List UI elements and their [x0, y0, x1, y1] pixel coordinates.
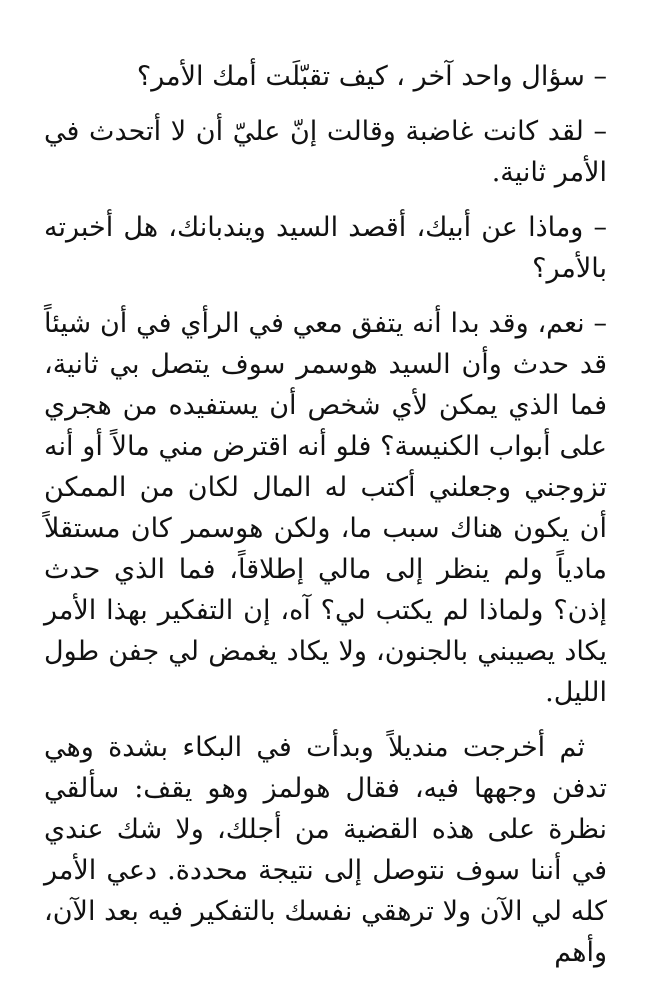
body-text	[44, 56, 607, 987]
dialogue-line-father-question: – وماذا عن أبيك، أقصد السيد ويندبانك، هل أخبرته بالأمر؟	[44, 212, 607, 284]
dialogue-line-long-answer: – نعم، وقد بدا أنه يتفق معي في الرأي في أن شيئاً قد حدث وأن السيد هوسمر سوف يتصل بي ثانية، فما الذي يمكن لأي شخص أن يستفيده من هجري على أبواب الكنيسة؟ فلو أنه اقترض مني مالاً أو أنه تزوجني وجعلني أكتب له المال لكان من الممكن أن يكون هناك سبب ما، ولكن هوسمر كان مستقلاً مادياً ولم ينظر إلى مالي إطلاقاً، فما الذي حدث إذن؟ ولماذا لم يكتب لي؟ آه، إن التفكير بهذا الأمر يكاد يصيبني بالجنون، ولا يكاد يغمض لي جفن طول الليل.	[44, 308, 607, 708]
narration-paragraph: ثم أخرجت منديلاً وبدأت في البكاء بشدة وهي تدفن وجهها فيه، فقال هولمز وهو يقف: سألقي نظرة على هذه القضية من أجلك، ولا شك عندي في أننا سوف نتوصل إلى نتيجة محددة. دعي الأمر كله لي الآن ولا ترهقي نفسك بالتفكير فيه بعد الآن، وأهم	[44, 732, 607, 968]
dialogue-line-mother-answer: – لقد كانت غاضبة وقالت إنّ عليّ أن لا أتحدث في الأمر ثانية.	[44, 116, 607, 188]
dialogue-line-question: – سؤال واحد آخر ، كيف تقبّلَت أمك الأمر؟	[136, 61, 607, 92]
